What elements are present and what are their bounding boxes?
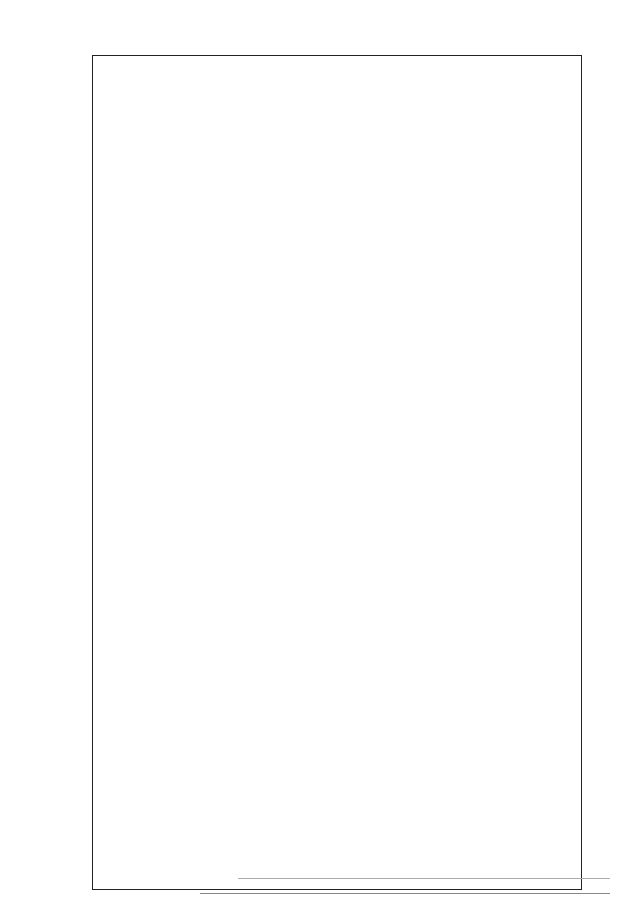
rotated-table: [92, 55, 582, 890]
bottom-line-1: [200, 893, 610, 894]
bottom-line-2: [238, 878, 610, 879]
